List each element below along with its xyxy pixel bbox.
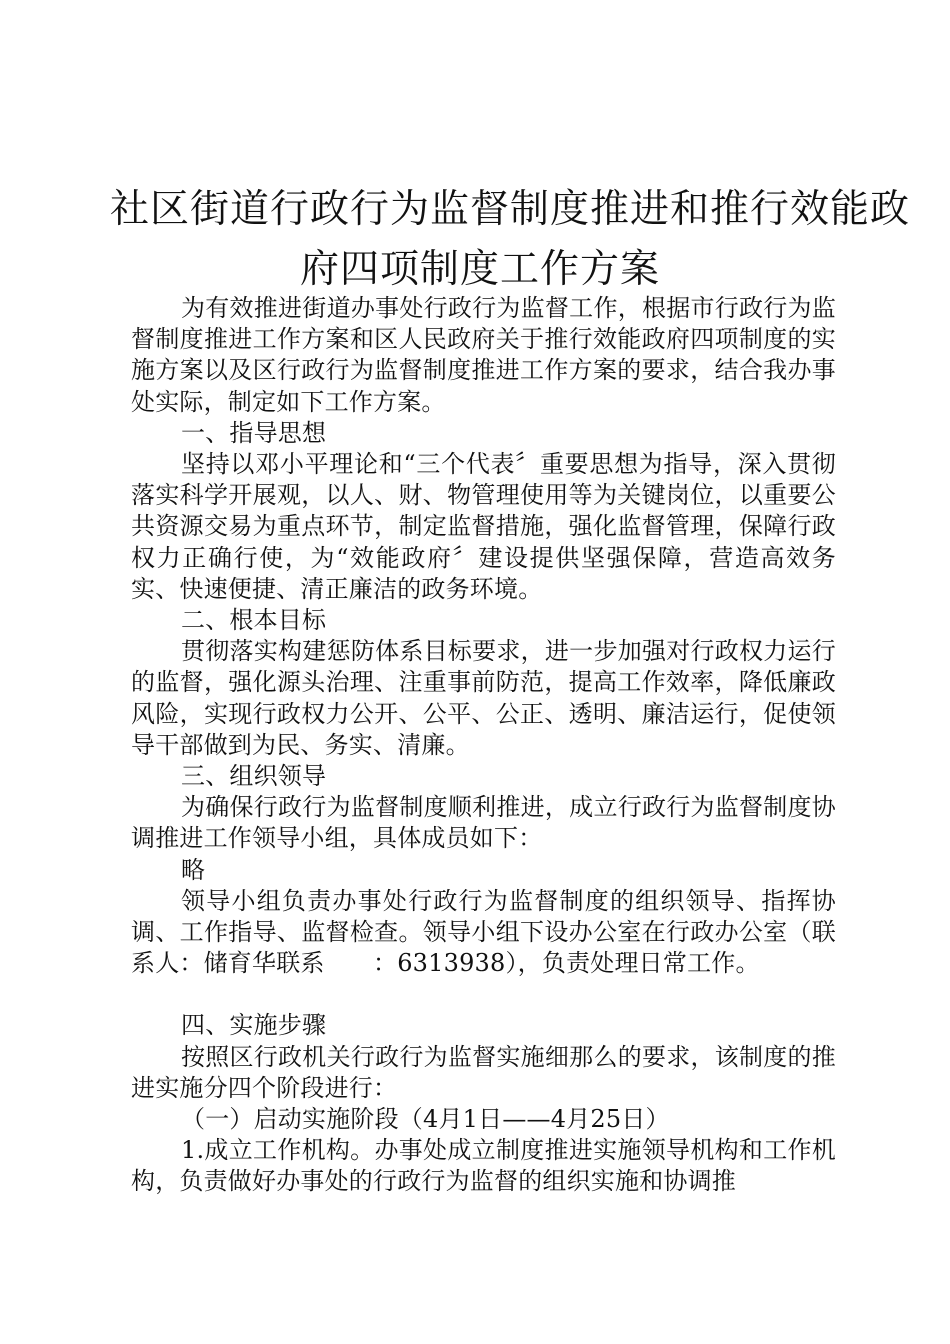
document-title-line-1: 社区街道行政行为监督制度推进和推行效能政 [110, 187, 911, 232]
document-body [131, 293, 836, 1198]
section-heading-implementation-steps: 四、实施步骤 [181, 1011, 327, 1040]
intro-paragraph: 为有效推进街道办事处行政行为监督工作，根据市行政行为监督制度推进工作方案和区人民政府关于推行效能政府四项制度的实施方案以及区行政行为监督制度推进工作方案的要求，结合我办事处实际，制定如下工作方案。 [131, 294, 836, 416]
basic-goal-paragraph: 贯彻落实构建惩防体系目标要求，进一步加强对行政权力运行的监督，强化源头治理、注重事前防范，提高工作效率，降低廉政风险，实现行政权力公开、公平、公正、透明、廉洁运行，促使领导干部做到为民、务实、清廉。 [131, 637, 836, 759]
phase-one-heading: （一）启动实施阶段（4月1日——4月25日） [181, 1105, 670, 1134]
implementation-intro-paragraph: 按照区行政机关行政行为监督实施细那么的要求，该制度的推进实施分四个阶段进行： [131, 1042, 836, 1102]
document-title-line-2: 府四项制度工作方案 [299, 247, 660, 292]
organization-paragraph: 为确保行政行为监督制度顺利推进，成立行政行为监督制度协调推进工作领导小组，具体成员如下： [131, 793, 836, 853]
section-heading-basic-goal: 二、根本目标 [181, 606, 327, 635]
guiding-ideology-paragraph: 坚持以邓小平理论和“三个代表〞重要思想为指导，深入贯彻落实科学开展观，以人、财、物管理使用等为关键岗位，以重要公共资源交易为重点环节，制定监督措施，强化监督管理，保障行政权力正确行使，为“效能政府〞建设提供坚强保障，营造高效务实、快速便捷、清正廉洁的政务环境。 [131, 450, 836, 603]
section-heading-organization: 三、组织领导 [181, 762, 327, 791]
members-omitted-paragraph: 略 [181, 855, 206, 884]
phase-one-item-paragraph: 1.成立工作机构。办事处成立制度推进实施领导机构和工作机构，负责做好办事处的行政行为监督的组织实施和协调推 [131, 1136, 836, 1196]
leadership-duties-paragraph: 领导小组负责办事处行政行为监督制度的组织领导、指挥协调、工作指导、监督检查。领导小组下设办公室在行政办公室（联系人：储育华联系 ：6313938），负责处理日常工作。 [131, 886, 836, 978]
section-heading-guiding-ideology: 一、指导思想 [181, 418, 327, 447]
